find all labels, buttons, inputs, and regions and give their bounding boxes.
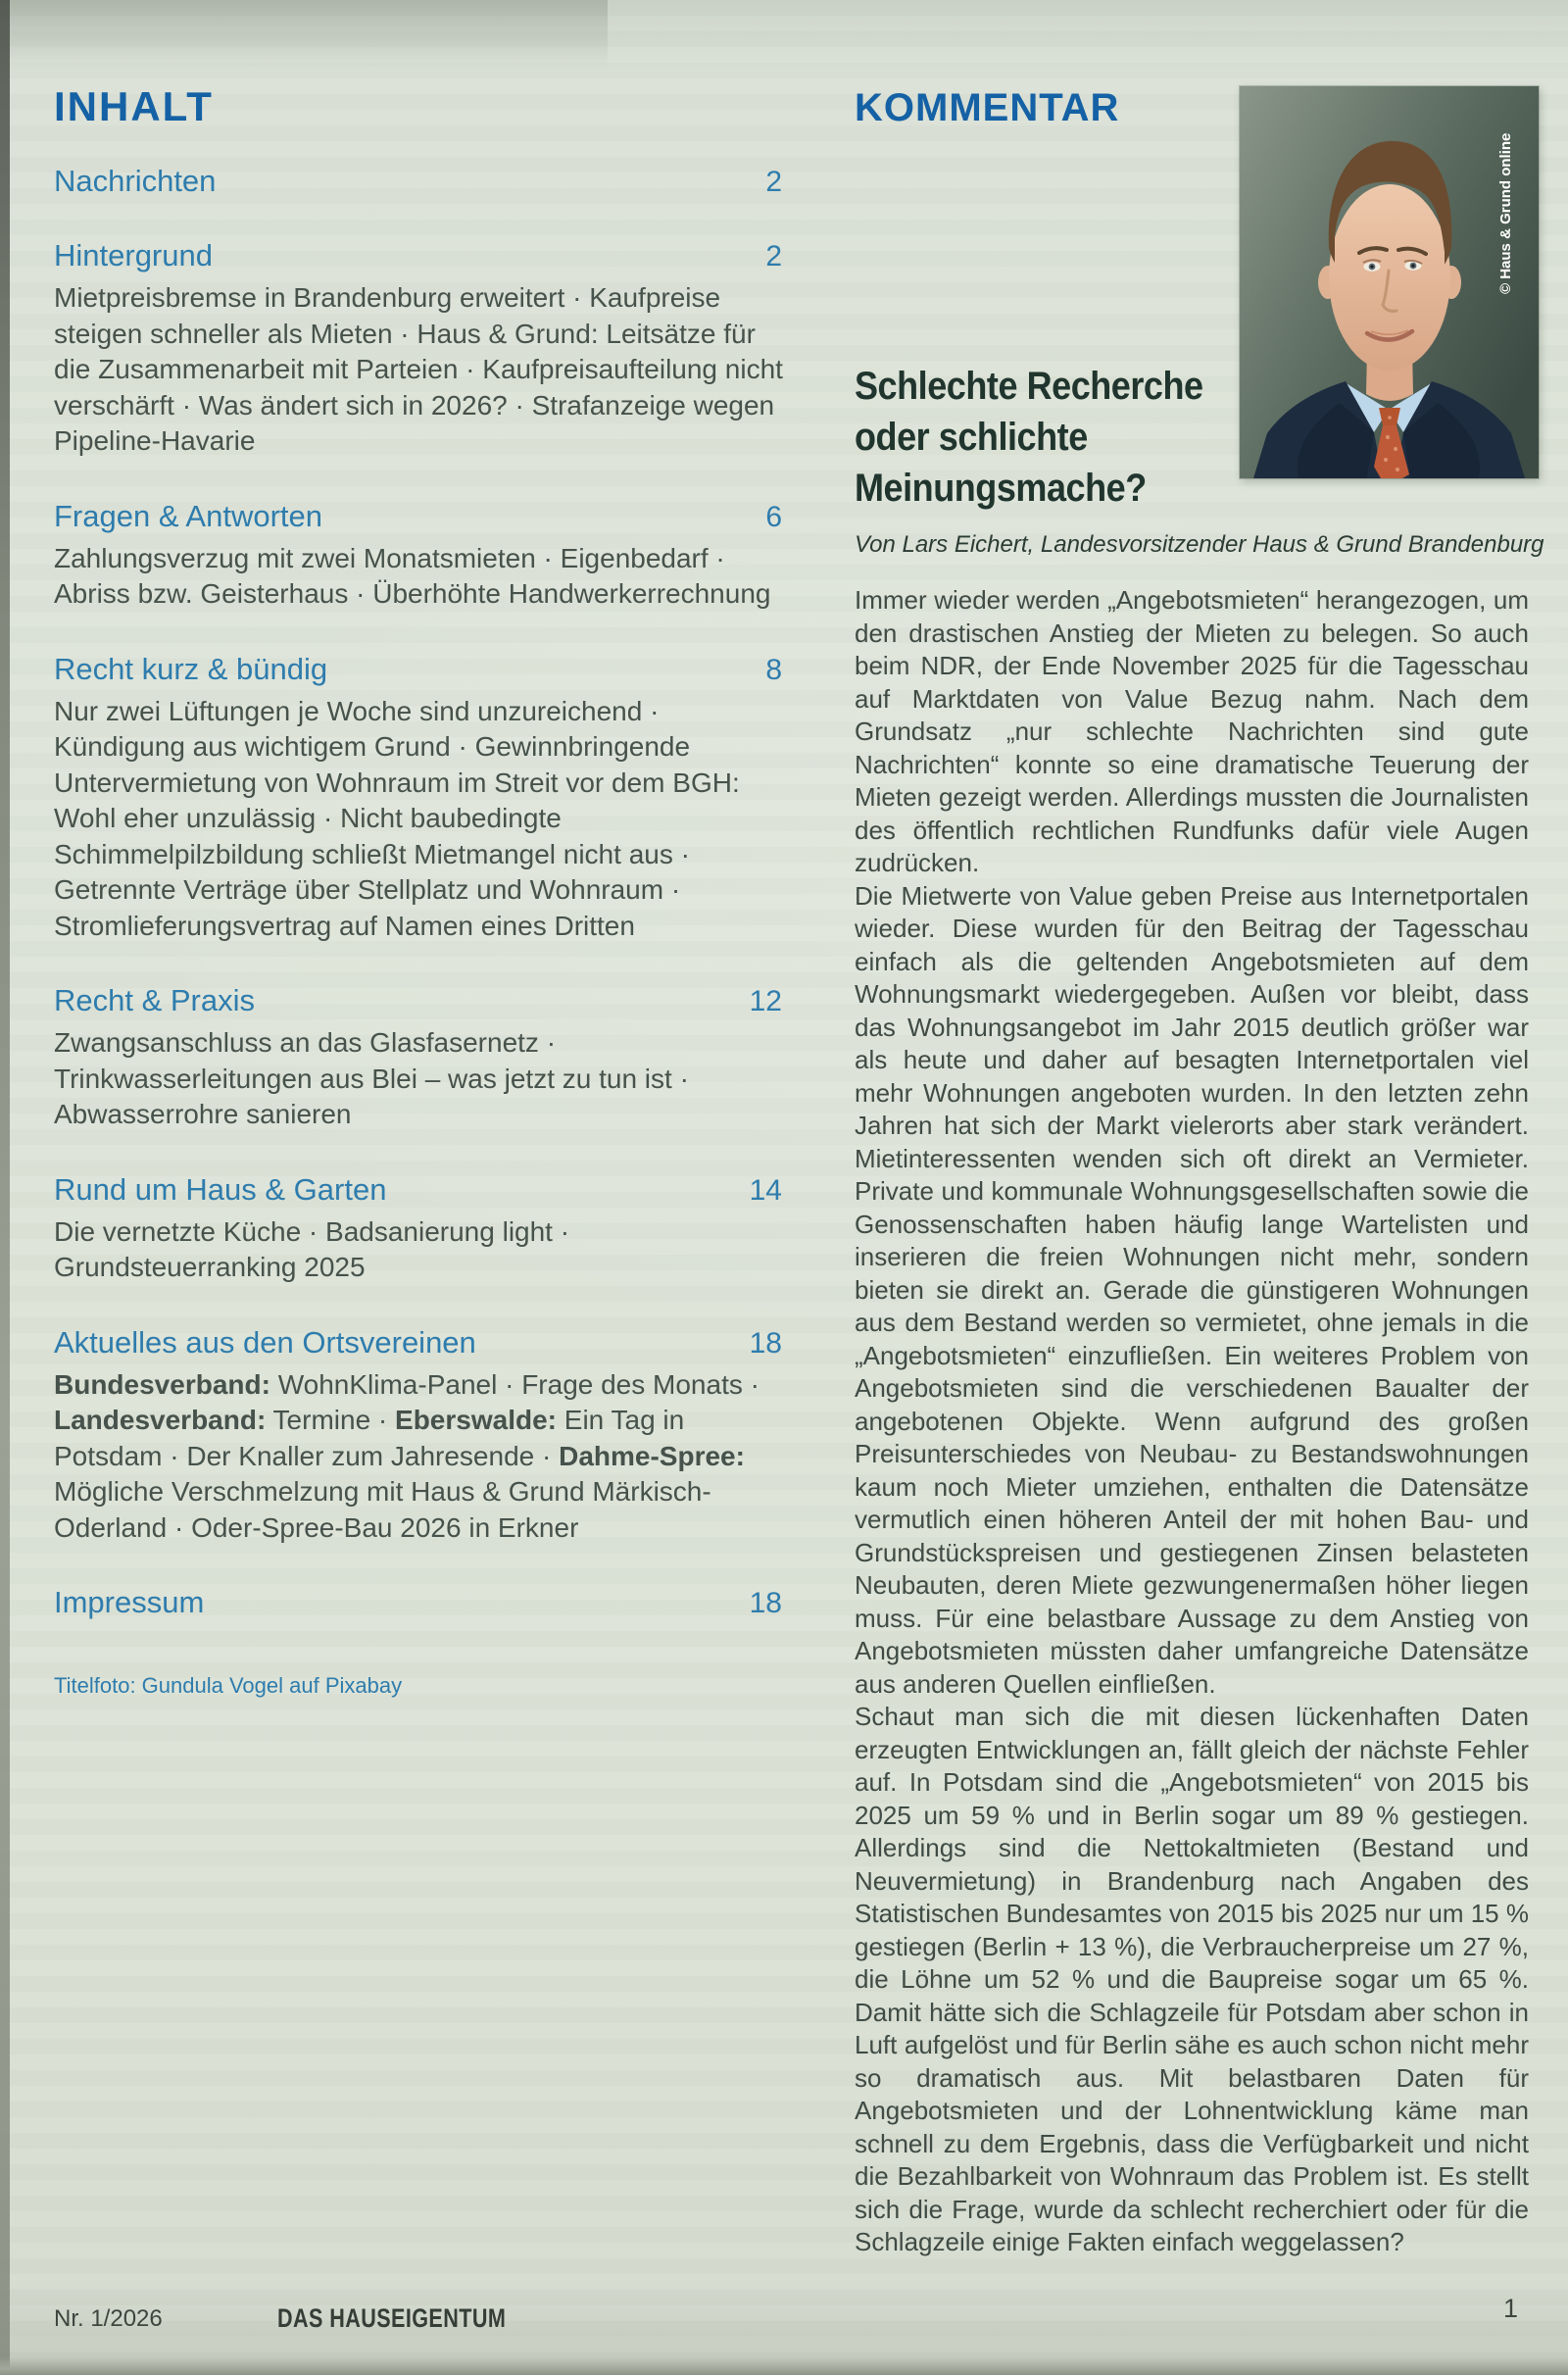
- toc-page-number: 2: [765, 240, 782, 272]
- toc-section-rund-um-haus-garten: [54, 1172, 786, 1286]
- toc-section-title: Rund um Haus & Garten: [54, 1171, 387, 1207]
- kommentar-heading: KOMMENTAR: [855, 86, 1120, 129]
- toc-section-title: Recht kurz & bündig: [54, 651, 328, 686]
- toc-section-title: Hintergrund: [54, 238, 213, 272]
- toc-page-number: 18: [749, 1326, 782, 1360]
- toc-section-body: Bundesverband: WohnKlima-Panel · Frage des Monats · Landesverband: Termine · Eberswalde: Ein Tag in Potsdam · Der Knaller zum Jahresende · Dahme-Spree: Mögliche Verschmelzung mit Haus & Grund Märkisch-Oderland · Oder-Spree-Bau 2026 in Erkner: [54, 1368, 760, 1543]
- toc-section-title: Impressum: [54, 1585, 205, 1619]
- kommentar-title-line: Meinungsmache?: [855, 467, 1147, 510]
- kommentar-byline: Von Lars Eichert, Landesvorsitzender Haus & Grund Brandenburg: [855, 531, 1544, 558]
- scan-edge-bottom: [0, 2357, 1568, 2375]
- toc-page-number: 6: [765, 500, 782, 533]
- toc-section-nachrichten: [54, 164, 786, 199]
- toc-section-title: Nachrichten: [54, 164, 217, 198]
- cover-photo-credit: Titelfoto: Gundula Vogel auf Pixabay: [54, 1673, 403, 1698]
- toc-section-hintergrund: [54, 238, 786, 460]
- toc-page-number: 8: [765, 653, 782, 686]
- kommentar-paragraph: Schaut man sich die mit diesen lückenhaften Daten erzeugten Entwicklungen an, fällt gleich der nächste Fehler auf. In Potsdam sind die „Angebotsmieten“ von 2015 bis 2025 um 59 % und in Berlin sogar um 89 % gestiegen. Allerdings sind die Nettokaltmieten (Bestand und Neuvermietung) in Brandenburg nach Angaben des Statistischen Bundesamtes von 2015 bis 2025 nur um 15 % gestiegen (Berlin + 13 %), die Verbraucherpreise um 27 %, die Löhne um 52 % und die Baupreise sogar um 65 %. Damit hätte sich die Schlagzeile für Potsdam aber schon in Luft aufgelöst und für Berlin sähe es auch schon nicht mehr so dramatisch aus. Mit belastbaren Daten für Angebotsmieten und der Lohnentwicklung käme man schnell zu dem Ergebnis, dass die Verfügbarkeit und nicht die Bezahlbarkeit von Wohnraum das Problem ist. Es stellt sich die Frage, wurde da schlecht recherchiert oder für die Schlagzeile einige Fakten einfach weggelassen?: [855, 1702, 1529, 2256]
- kommentar-title-line: oder schlichte: [855, 416, 1088, 459]
- toc-section-title: Recht & Praxis: [54, 983, 256, 1017]
- toc-page-number: 2: [765, 166, 782, 198]
- scan-shadow-top: [0, 0, 608, 69]
- toc-section-title: Aktuelles aus den Ortsvereinen: [54, 1324, 476, 1360]
- toc-section-body: Mietpreisbremse in Brandenburg erweitert · Kaufpreise steigen schneller als Mieten · Haus & Grund: Leitsätze für die Zusammenarbeit mit Parteien · Kaufpreisaufteilung nicht verschärft · Was ändert sich in 2026? · Strafanzeige wegen Pipeline-Havarie: [54, 282, 783, 456]
- toc-section-title: Fragen & Antworten: [54, 498, 322, 533]
- kommentar-paragraph: Die Mietwerte von Value geben Preise aus Internetportalen wieder. Diese wurden für den Beitrag der Tagesschau einfach als die geltenden Angebotsmieten auf dem Wohnungsmarkt wiedergegeben. Außen vor bleibt, dass das Wohnungsangebot im Jahr 2015 deutlich größer war als heute und daher auf besagten Internetportalen viel mehr Wohnungen angeboten wurden. In den letzten zehn Jahren hat sich der Markt vielerorts aber stark verändert. Mietinteressenten wenden sich oft direkt an Vermieter. Private und kommunale Wohnungsgesellschaften sowie die Genossenschaften haben häufig lange Wartelisten und inserieren die freien Wohnungen nicht mehr, sondern bieten sie direkt an. Gerade die günstigeren Wohnungen aus dem Bestand werden so vermietet, ohne jemals in die „Angebotsmieten“ einzufließen. Ein weiteres Problem von Angebotsmieten sind die verschiedenen Baualter der angebotenen Objekte. Wenn aufgrund des großen Preisunterschiedes von Neubau- zu Bestandswohnungen kaum noch Mieter umziehen, enthalten die Datensätze vermutlich einen höheren Anteil der mit hohen Bau- und Grundstückspreisen und gestiegenen Zinsen belasteten Neubauten, deren Miete gezwungenermaßen höher liegen muss. Für eine belastbare Aussage zu dem Anstieg von Angebotsmieten müssten daher umfangreiche Datensätze aus anderen Quellen einfließen.: [855, 880, 1529, 1699]
- author-portrait-photo: [1240, 86, 1539, 478]
- toc-section-fragen-antworten: [54, 499, 786, 613]
- toc-section-recht-kurz-buendig: [54, 652, 786, 945]
- footer-magazine-title: [277, 2303, 564, 2334]
- table-of-contents: [54, 83, 786, 1699]
- toc-section-ortsvereine: [54, 1325, 786, 1547]
- toc-page-number: 18: [749, 1587, 782, 1619]
- scan-edge-left: [0, 0, 10, 2375]
- portrait-illustration: [1240, 86, 1539, 478]
- photo-credit: © Haus & Grund online: [1497, 132, 1514, 294]
- toc-page-number: 12: [749, 985, 782, 1017]
- toc-section-body: Nur zwei Lüftungen je Woche sind unzureichend · Kündigung aus wichtigem Grund · Gewinnbringende Untervermietung von Wohnraum im Streit vor dem BGH: Wohl eher unzulässig · Nicht baubedingte Schimmelpilzbildung schließt Mietmangel nicht aus · Getrennte Verträge über Stellplatz und Wohnraum · Stromlieferungsvertrag auf Namen eines Dritten: [54, 695, 740, 941]
- toc-page-number: 14: [749, 1173, 782, 1207]
- footer-magazine-title-text: DAS HAUSEIGENTUM: [277, 2303, 507, 2333]
- footer-issue-number: Nr. 1/2026: [54, 2305, 163, 2332]
- kommentar-title-line: Schlechte Recherche: [855, 365, 1203, 408]
- toc-section-body: Zwangsanschluss an das Glasfasernetz · Trinkwasserleitungen aus Blei – was jetzt zu tun ist · Abwasserrohre sanieren: [54, 1027, 689, 1129]
- toc-section-recht-praxis: [54, 983, 786, 1133]
- toc-section-body: Die vernetzte Küche · Badsanierung light · Grundsteuerranking 2025: [54, 1215, 570, 1282]
- toc-section-impressum: [54, 1585, 786, 1620]
- toc-heading: INHALT: [54, 83, 214, 129]
- kommentar-body: [855, 584, 1529, 2259]
- kommentar-paragraph: Immer wieder werden „Angebotsmieten“ herangezogen, um den drastischen Anstieg der Mieten zu belegen. So auch beim NDR, der Ende November 2025 für die Tagesschau auf Marktdaten von Value Bezug nahm. Nach dem Grundsatz „nur schlechte Nachrichten sind gute Nachrichten“ konnte so eine dramatische Teuerung der Mieten gezeigt werden. Allerdings mussten die Journalisten des öffentlich rechtlichen Rundfunks dafür viele Augen zudrücken.: [855, 585, 1529, 877]
- footer-page-number: 1: [1503, 2294, 1519, 2323]
- toc-section-body: Zahlungsverzug mit zwei Monatsmieten · Eigenbedarf · Abriss bzw. Geisterhaus · Überhöhte Handwerkerrechnung: [54, 542, 771, 609]
